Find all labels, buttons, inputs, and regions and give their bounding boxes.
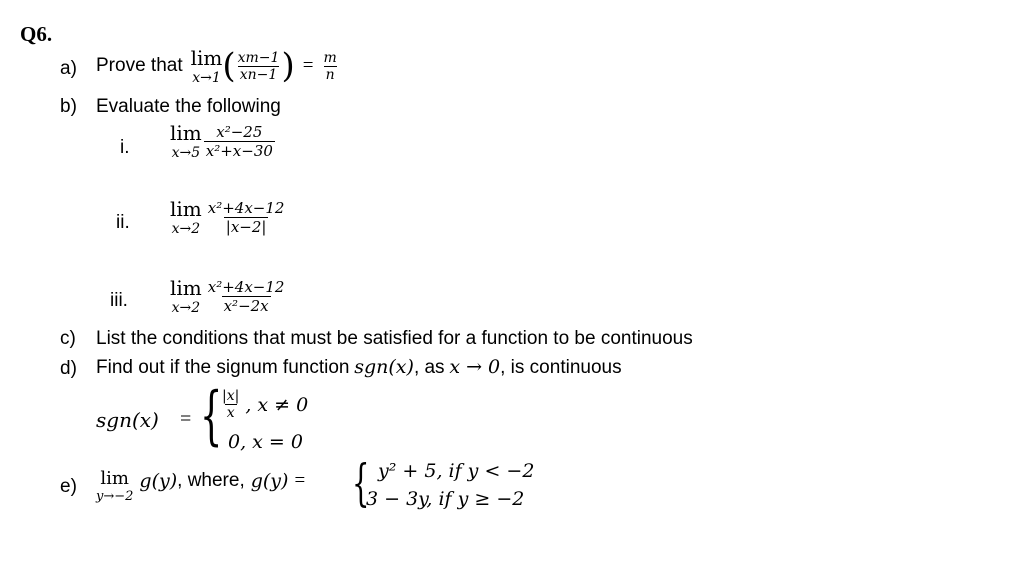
part-b-marker: b) xyxy=(60,96,77,117)
part-c-marker: c) xyxy=(60,328,76,349)
fraction-numerator: x²+4x−12 xyxy=(207,199,285,217)
item-iii-expression xyxy=(170,278,286,315)
fraction-numerator: x²+4x−12 xyxy=(207,278,285,296)
rhs-denominator: n xyxy=(325,66,335,83)
part-c-text: List the conditions that must be satisfied for a function to be continuous xyxy=(96,328,693,349)
item-i-limit xyxy=(170,123,202,160)
part-a-marker: a) xyxy=(60,58,77,79)
part-e-limit xyxy=(96,470,133,503)
item-iii-fraction xyxy=(206,278,287,315)
part-d-func: sgn(x) xyxy=(354,356,414,378)
fraction-denominator: x²−2x xyxy=(223,297,269,315)
sgn-brace: { xyxy=(200,379,223,453)
part-a-fraction xyxy=(236,50,282,83)
item-ii-fraction xyxy=(206,199,287,236)
part-d-text-before: Find out if the signum function xyxy=(96,357,350,378)
part-b-text: Evaluate the following xyxy=(96,96,281,117)
part-d-text-after: , is continuous xyxy=(500,357,622,378)
part-d-marker: d) xyxy=(60,358,77,379)
item-i-marker: i. xyxy=(120,137,130,158)
sgn-equals: = xyxy=(180,408,192,430)
fraction-denominator: |x−2| xyxy=(225,218,267,236)
lim-subscript: x→1 xyxy=(192,69,221,86)
lim-subscript: x→5 xyxy=(171,145,201,161)
rhs-numerator: m xyxy=(323,49,337,66)
part-a-text: Prove that xyxy=(96,55,183,76)
part-d-text-mid: , as xyxy=(413,357,445,378)
g-lhs: g(y) xyxy=(250,470,289,492)
fraction-numerator: x²−25 xyxy=(216,123,263,141)
part-d-limit-expr: x → 0 xyxy=(449,356,501,378)
part-e-expression xyxy=(96,470,309,503)
g-case-2: 3 − 3y, if y ≥ −2 xyxy=(366,488,525,510)
lim-subscript: x→2 xyxy=(171,300,201,316)
lim-word: lim xyxy=(190,45,223,70)
item-ii-expression xyxy=(170,199,286,236)
right-paren: ) xyxy=(281,46,295,86)
lim-word: lim xyxy=(170,121,202,145)
fraction-numerator: xm−1 xyxy=(237,49,280,66)
part-a-statement xyxy=(96,46,339,86)
fraction-denominator: xn−1 xyxy=(239,66,278,83)
sgn-case-2: 0, x = 0 xyxy=(228,431,303,453)
part-e-where: , where, xyxy=(177,470,245,491)
g-case-1: y² + 5, if y < −2 xyxy=(378,460,535,482)
lim-subscript: x→2 xyxy=(171,221,201,237)
item-ii-limit xyxy=(170,199,202,236)
item-iii-marker: iii. xyxy=(110,290,128,311)
lim-word: lim xyxy=(170,197,202,221)
g-brace: { xyxy=(352,454,370,512)
item-iii-limit xyxy=(170,278,202,315)
sgn-case-1-fraction xyxy=(220,388,241,421)
item-i-expression xyxy=(170,123,275,160)
item-i-fraction xyxy=(204,123,275,160)
lim-word: lim xyxy=(170,276,202,300)
lim-word: lim xyxy=(100,468,129,489)
sgn-case-1 xyxy=(220,388,308,421)
fraction-denominator: x²+x−30 xyxy=(205,142,273,160)
sgn-lhs: sgn(x) xyxy=(96,408,159,432)
equals-sign: = xyxy=(302,55,314,76)
question-heading: Q6. xyxy=(20,22,53,46)
fraction-denominator: x xyxy=(226,405,235,421)
part-a-rhs-fraction xyxy=(321,50,338,83)
g-equals: = xyxy=(294,470,306,491)
fraction-numerator: |x| xyxy=(222,388,240,404)
left-paren: ( xyxy=(222,46,236,86)
part-d-statement xyxy=(96,356,622,379)
part-e-func: g(y) xyxy=(139,470,178,492)
part-e-marker: e) xyxy=(60,476,77,497)
sgn-case-1-condition: , x ≠ 0 xyxy=(245,393,309,416)
item-ii-marker: ii. xyxy=(116,212,130,233)
lim-subscript: y→−2 xyxy=(96,489,134,504)
part-a-limit xyxy=(190,45,223,86)
